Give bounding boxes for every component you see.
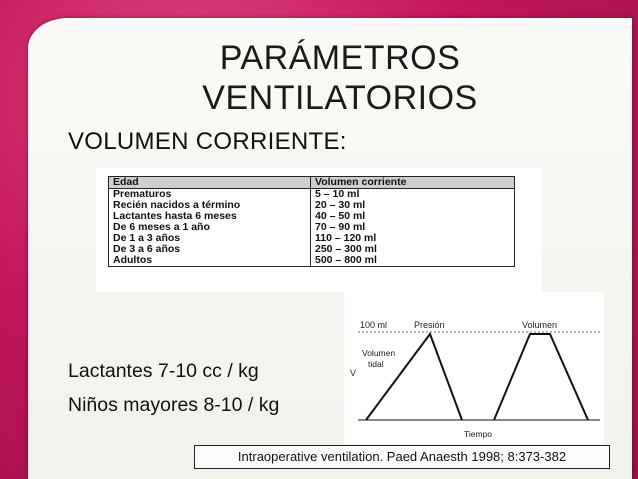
axis-label-line2: tidal [368,359,384,369]
row-volume: 250 – 300 ml [311,244,515,255]
pressure-peak-label: Presión [414,320,445,330]
slide-title [150,38,530,118]
row-volume: 500 – 800 ml [311,255,515,267]
table-row [109,244,515,255]
row-age: De 6 meses a 1 año [109,222,311,233]
time-axis-label: Tiempo [464,429,493,439]
row-volume: 110 – 120 ml [311,233,515,244]
row-age: Adultos [109,255,311,267]
slide-subtitle: VOLUMEN CORRIENTE: [68,128,347,155]
title-line-1: PARÁMETROS [219,39,461,77]
row-age: Prematuros [109,189,311,201]
header-volumen: Volumen corriente [311,177,515,189]
pressure-waveform [366,334,462,420]
row-age: Lactantes hasta 6 meses [109,211,311,222]
tidal-volume-table-image [96,168,542,292]
volume-peak-label: Volumen [522,320,558,330]
left-fragment-label: V [350,368,357,378]
note-infants: Lactantes 7-10 cc / kg [68,360,259,382]
row-age: De 3 a 6 años [109,244,311,255]
row-volume: 70 – 90 ml [311,222,515,233]
row-age: Recién nacidos a término [109,200,311,211]
waveform-svg [344,292,604,444]
axis-label-line1: Volumen [362,348,396,358]
note-older-children: Niños mayores 8-10 / kg [68,394,280,416]
ventilation-waveform-figure [344,292,604,444]
table-row [109,255,515,267]
row-volume: 5 – 10 ml [311,189,515,201]
reference-label: 100 ml [360,320,388,330]
row-volume: 40 – 50 ml [311,211,515,222]
header-edad: Edad [109,177,311,189]
citation-box: Intraoperative ventilation. Paed Anaesth 1998; 8:373-382 [194,445,610,469]
table-header-row [109,177,515,189]
row-age: De 1 a 3 años [109,233,311,244]
tidal-volume-table [108,176,515,267]
row-volume: 20 – 30 ml [311,200,515,211]
volume-waveform [494,334,588,420]
title-line-2: VENTILATORIOS [202,79,478,117]
